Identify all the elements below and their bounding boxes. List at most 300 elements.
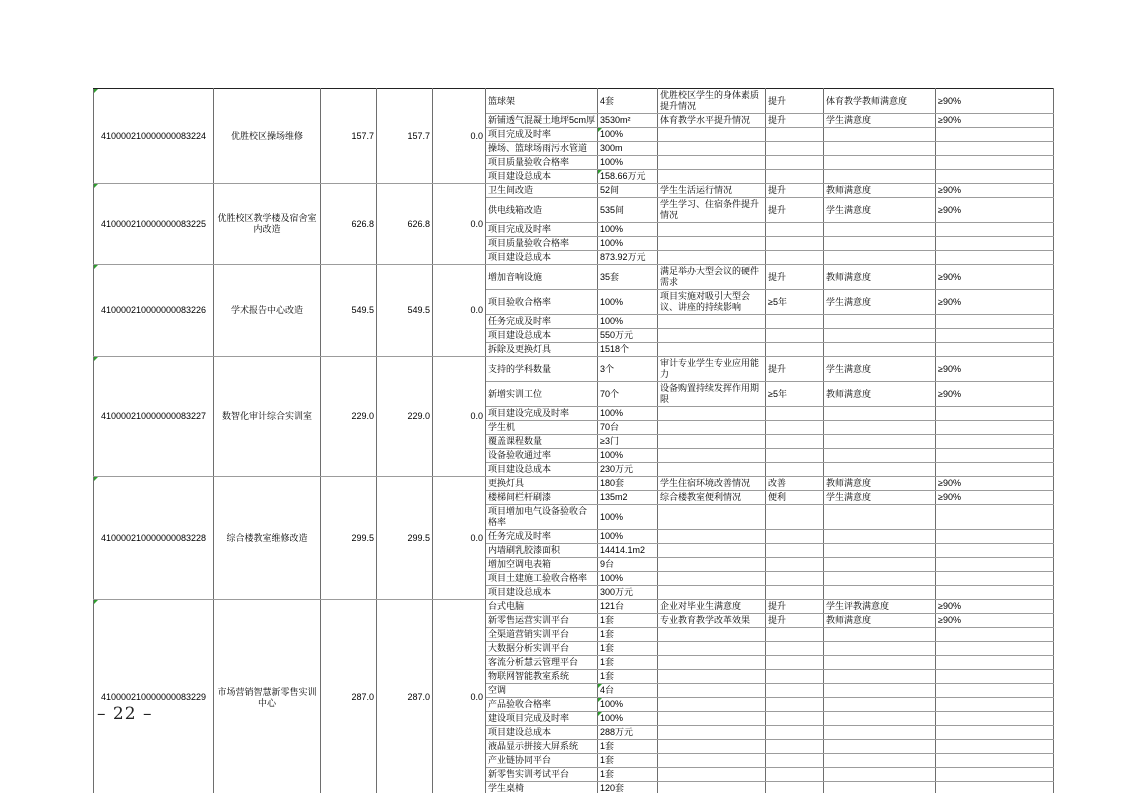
satisfaction-value [936, 712, 1054, 726]
amount-cell: 157.7 [377, 89, 433, 184]
effect-value [766, 768, 824, 782]
satisfaction-indicator: 学生满意度 [824, 357, 936, 382]
indicator-value: 100% [598, 505, 658, 530]
amount-cell: 0.0 [433, 600, 486, 793]
satisfaction-value [936, 782, 1054, 793]
indicator-name: 新零售运营实训平台 [486, 614, 598, 628]
satisfaction-indicator [824, 754, 936, 768]
satisfaction-value [936, 642, 1054, 656]
effect-value [766, 698, 824, 712]
indicator-value: 70个 [598, 382, 658, 407]
effect-indicator [658, 558, 766, 572]
indicator-value: 121台 [598, 600, 658, 614]
effect-indicator [658, 329, 766, 343]
satisfaction-value: ≥90% [936, 357, 1054, 382]
satisfaction-indicator [824, 712, 936, 726]
satisfaction-value [936, 407, 1054, 421]
indicator-value: 873.92万元 [598, 251, 658, 265]
satisfaction-indicator: 体育教学教师满意度 [824, 89, 936, 114]
indicator-name: 液晶显示拼接大屏系统 [486, 740, 598, 754]
effect-indicator [658, 343, 766, 357]
effect-value [766, 628, 824, 642]
amount-cell: 626.8 [377, 184, 433, 265]
satisfaction-indicator [824, 544, 936, 558]
effect-indicator: 企业对毕业生满意度 [658, 600, 766, 614]
effect-indicator [658, 530, 766, 544]
effect-value: 提升 [766, 614, 824, 628]
effect-value [766, 449, 824, 463]
indicator-value: 300万元 [598, 586, 658, 600]
effect-indicator [658, 726, 766, 740]
satisfaction-indicator [824, 142, 936, 156]
indicator-name: 更换灯具 [486, 477, 598, 491]
satisfaction-value [936, 223, 1054, 237]
satisfaction-value: ≥90% [936, 614, 1054, 628]
indicator-name: 物联网智能教室系统 [486, 670, 598, 684]
indicator-value: 52间 [598, 184, 658, 198]
effect-value: 提升 [766, 89, 824, 114]
satisfaction-indicator [824, 251, 936, 265]
satisfaction-value [936, 156, 1054, 170]
effect-indicator: 体育教学水平提升情况 [658, 114, 766, 128]
indicator-value: 100% [598, 698, 658, 712]
indicator-value: 100% [598, 712, 658, 726]
effect-indicator [658, 740, 766, 754]
effect-indicator [658, 407, 766, 421]
indicator-name: 篮球架 [486, 89, 598, 114]
effect-value [766, 530, 824, 544]
amount-cell: 549.5 [377, 265, 433, 357]
satisfaction-value [936, 343, 1054, 357]
satisfaction-indicator [824, 586, 936, 600]
effect-indicator [658, 670, 766, 684]
indicator-name: 全渠道营销实训平台 [486, 628, 598, 642]
effect-indicator [658, 223, 766, 237]
effect-value [766, 170, 824, 184]
satisfaction-indicator [824, 463, 936, 477]
effect-value [766, 558, 824, 572]
indicator-name: 操场、篮球场雨污水管道 [486, 142, 598, 156]
project-name: 优胜校区操场维修 [214, 89, 321, 184]
effect-value: ≥5年 [766, 290, 824, 315]
effect-value: 便利 [766, 491, 824, 505]
amount-cell: 229.0 [377, 357, 433, 477]
effect-indicator [658, 698, 766, 712]
indicator-value: 100% [598, 290, 658, 315]
effect-value [766, 223, 824, 237]
satisfaction-value [936, 449, 1054, 463]
satisfaction-value [936, 463, 1054, 477]
effect-indicator [658, 435, 766, 449]
effect-value [766, 343, 824, 357]
indicator-value: 1套 [598, 642, 658, 656]
effect-value [766, 128, 824, 142]
table-row [94, 184, 1054, 198]
indicator-name: 建设项目完成及时率 [486, 712, 598, 726]
satisfaction-value [936, 142, 1054, 156]
satisfaction-indicator: 学生满意度 [824, 198, 936, 223]
amount-cell: 0.0 [433, 477, 486, 600]
project-code: 410000210000000083227 [94, 357, 214, 477]
satisfaction-value [936, 768, 1054, 782]
project-code: 410000210000000083225 [94, 184, 214, 265]
satisfaction-value: ≥90% [936, 89, 1054, 114]
satisfaction-indicator: 学生满意度 [824, 114, 936, 128]
satisfaction-value [936, 670, 1054, 684]
indicator-name: 新零售实训考试平台 [486, 768, 598, 782]
indicator-name: 支持的学科数量 [486, 357, 598, 382]
effect-value [766, 544, 824, 558]
indicator-name: 项目质量验收合格率 [486, 156, 598, 170]
indicator-value: ≥3门 [598, 435, 658, 449]
satisfaction-indicator [824, 421, 936, 435]
indicator-value: 1套 [598, 614, 658, 628]
satisfaction-indicator [824, 449, 936, 463]
indicator-value: 1套 [598, 768, 658, 782]
indicator-value: 1518个 [598, 343, 658, 357]
indicator-name: 项目土建施工验收合格率 [486, 572, 598, 586]
indicator-value: 1套 [598, 754, 658, 768]
satisfaction-indicator [824, 435, 936, 449]
effect-value: ≥5年 [766, 382, 824, 407]
indicator-name: 产业链协同平台 [486, 754, 598, 768]
indicator-name: 产品验收合格率 [486, 698, 598, 712]
satisfaction-value: ≥90% [936, 198, 1054, 223]
effect-indicator [658, 572, 766, 586]
satisfaction-indicator [824, 128, 936, 142]
project-code: 410000210000000083228 [94, 477, 214, 600]
indicator-value: 100% [598, 237, 658, 251]
satisfaction-value [936, 435, 1054, 449]
effect-value [766, 586, 824, 600]
table-body [94, 89, 1054, 793]
indicator-name: 大数据分析实训平台 [486, 642, 598, 656]
project-name: 综合楼教室维修改造 [214, 477, 321, 600]
satisfaction-value: ≥90% [936, 265, 1054, 290]
satisfaction-indicator [824, 698, 936, 712]
effect-indicator [658, 170, 766, 184]
satisfaction-value [936, 421, 1054, 435]
effect-value [766, 156, 824, 170]
indicator-name: 项目建设总成本 [486, 726, 598, 740]
effect-value [766, 315, 824, 329]
satisfaction-value [936, 128, 1054, 142]
table-row [94, 357, 1054, 382]
effect-indicator [658, 128, 766, 142]
effect-indicator [658, 684, 766, 698]
amount-cell: 299.5 [377, 477, 433, 600]
satisfaction-indicator [824, 558, 936, 572]
indicator-value: 550万元 [598, 329, 658, 343]
effect-value [766, 684, 824, 698]
indicator-name: 供电线箱改造 [486, 198, 598, 223]
effect-value [766, 251, 824, 265]
effect-value: 提升 [766, 114, 824, 128]
indicator-name: 新增实训工位 [486, 382, 598, 407]
effect-value: 改善 [766, 477, 824, 491]
effect-indicator: 审计专业学生专业应用能力 [658, 357, 766, 382]
satisfaction-value: ≥90% [936, 382, 1054, 407]
satisfaction-value [936, 251, 1054, 265]
indicator-value: 230万元 [598, 463, 658, 477]
effect-value [766, 435, 824, 449]
project-code: 410000210000000083224 [94, 89, 214, 184]
effect-indicator [658, 142, 766, 156]
indicator-name: 台式电脑 [486, 600, 598, 614]
effect-indicator [658, 505, 766, 530]
effect-indicator: 专业教育教学改革效果 [658, 614, 766, 628]
satisfaction-indicator: 教师满意度 [824, 382, 936, 407]
indicator-value: 180套 [598, 477, 658, 491]
indicator-name: 空调 [486, 684, 598, 698]
indicator-name: 任务完成及时率 [486, 530, 598, 544]
indicator-name: 项目完成及时率 [486, 223, 598, 237]
indicator-value: 70台 [598, 421, 658, 435]
effect-indicator [658, 421, 766, 435]
indicator-name: 项目建设总成本 [486, 463, 598, 477]
satisfaction-indicator [824, 170, 936, 184]
effect-value [766, 754, 824, 768]
effect-value [766, 712, 824, 726]
amount-cell: 549.5 [321, 265, 377, 357]
satisfaction-value [936, 237, 1054, 251]
project-name: 学术报告中心改造 [214, 265, 321, 357]
satisfaction-indicator [824, 628, 936, 642]
indicator-name: 设备验收通过率 [486, 449, 598, 463]
satisfaction-value: ≥90% [936, 491, 1054, 505]
indicator-name: 项目增加电气设备验收合格率 [486, 505, 598, 530]
indicator-value: 1套 [598, 740, 658, 754]
amount-cell: 157.7 [321, 89, 377, 184]
performance-indicator-table [93, 88, 1054, 793]
satisfaction-indicator [824, 782, 936, 793]
indicator-value: 100% [598, 530, 658, 544]
effect-indicator [658, 156, 766, 170]
effect-indicator [658, 768, 766, 782]
indicator-name: 学生桌椅 [486, 782, 598, 793]
project-code: 410000210000000083226 [94, 265, 214, 357]
indicator-name: 学生机 [486, 421, 598, 435]
indicator-value: 535间 [598, 198, 658, 223]
indicator-value: 3530m² [598, 114, 658, 128]
satisfaction-value [936, 544, 1054, 558]
effect-value [766, 740, 824, 754]
indicator-value: 100% [598, 407, 658, 421]
amount-cell: 0.0 [433, 184, 486, 265]
satisfaction-indicator [824, 642, 936, 656]
amount-cell: 287.0 [321, 600, 377, 793]
effect-indicator: 学生学习、住宿条件提升情况 [658, 198, 766, 223]
project-name: 市场营销智慧新零售实训中心 [214, 600, 321, 793]
satisfaction-value [936, 740, 1054, 754]
satisfaction-indicator [824, 223, 936, 237]
indicator-value: 1套 [598, 670, 658, 684]
satisfaction-indicator [824, 726, 936, 740]
indicator-value: 9台 [598, 558, 658, 572]
amount-cell: 299.5 [321, 477, 377, 600]
effect-indicator [658, 642, 766, 656]
table-row [94, 477, 1054, 491]
satisfaction-value [936, 754, 1054, 768]
effect-indicator [658, 586, 766, 600]
satisfaction-indicator [824, 407, 936, 421]
table-row [94, 600, 1054, 614]
satisfaction-indicator [824, 768, 936, 782]
indicator-value: 120套 [598, 782, 658, 793]
satisfaction-indicator [824, 156, 936, 170]
satisfaction-value [936, 530, 1054, 544]
satisfaction-value [936, 698, 1054, 712]
satisfaction-indicator [824, 329, 936, 343]
effect-value [766, 726, 824, 740]
indicator-value: 3个 [598, 357, 658, 382]
effect-indicator: 学生住宿环境改善情况 [658, 477, 766, 491]
satisfaction-indicator [824, 237, 936, 251]
effect-value [766, 782, 824, 793]
satisfaction-value [936, 628, 1054, 642]
satisfaction-indicator: 教师满意度 [824, 614, 936, 628]
effect-value [766, 505, 824, 530]
indicator-value: 1套 [598, 656, 658, 670]
amount-cell: 0.0 [433, 265, 486, 357]
effect-value: 提升 [766, 184, 824, 198]
effect-indicator: 学生生活运行情况 [658, 184, 766, 198]
indicator-value: 288万元 [598, 726, 658, 740]
satisfaction-indicator [824, 670, 936, 684]
indicator-value: 1套 [598, 628, 658, 642]
indicator-value: 100% [598, 449, 658, 463]
project-code: 410000210000000083229 [94, 600, 214, 793]
indicator-name: 客流分析慧云管理平台 [486, 656, 598, 670]
indicator-name: 卫生间改造 [486, 184, 598, 198]
effect-value [766, 642, 824, 656]
amount-cell: 0.0 [433, 357, 486, 477]
indicator-name: 项目建设总成本 [486, 329, 598, 343]
indicator-value: 100% [598, 156, 658, 170]
effect-indicator [658, 463, 766, 477]
satisfaction-value: ≥90% [936, 184, 1054, 198]
indicator-name: 项目建设总成本 [486, 586, 598, 600]
effect-value: 提升 [766, 198, 824, 223]
satisfaction-value [936, 315, 1054, 329]
effect-indicator [658, 544, 766, 558]
satisfaction-value [936, 505, 1054, 530]
effect-indicator: 设备购置持续发挥作用期限 [658, 382, 766, 407]
effect-value [766, 329, 824, 343]
table-row [94, 89, 1054, 114]
satisfaction-value [936, 558, 1054, 572]
effect-indicator: 优胜校区学生的身体素质提升情况 [658, 89, 766, 114]
indicator-name: 增加音响设施 [486, 265, 598, 290]
satisfaction-indicator: 教师满意度 [824, 477, 936, 491]
indicator-value: 4台 [598, 684, 658, 698]
effect-value [766, 572, 824, 586]
satisfaction-indicator [824, 530, 936, 544]
table-row [94, 265, 1054, 290]
project-name: 优胜校区教学楼及宿舍室内改造 [214, 184, 321, 265]
satisfaction-value [936, 572, 1054, 586]
indicator-name: 项目建设总成本 [486, 251, 598, 265]
satisfaction-value: ≥90% [936, 290, 1054, 315]
effect-value: 提升 [766, 265, 824, 290]
effect-value [766, 656, 824, 670]
indicator-name: 项目验收合格率 [486, 290, 598, 315]
indicator-name: 新铺透气混凝土地坪5cm厚 [486, 114, 598, 128]
effect-value [766, 237, 824, 251]
indicator-name: 项目建设总成本 [486, 170, 598, 184]
indicator-name: 项目质量验收合格率 [486, 237, 598, 251]
effect-value: 提升 [766, 600, 824, 614]
effect-indicator [658, 656, 766, 670]
satisfaction-value [936, 656, 1054, 670]
satisfaction-indicator: 学生评教满意度 [824, 600, 936, 614]
indicator-name: 项目完成及时率 [486, 128, 598, 142]
indicator-value: 158.66万元 [598, 170, 658, 184]
satisfaction-indicator: 教师满意度 [824, 265, 936, 290]
satisfaction-indicator [824, 684, 936, 698]
amount-cell: 0.0 [433, 89, 486, 184]
effect-indicator: 综合楼教室便利情况 [658, 491, 766, 505]
indicator-name: 覆盖课程数量 [486, 435, 598, 449]
effect-value [766, 463, 824, 477]
satisfaction-value [936, 329, 1054, 343]
amount-cell: 229.0 [321, 357, 377, 477]
effect-value [766, 142, 824, 156]
effect-indicator: 项目实施对吸引大型会议、讲座的持续影响 [658, 290, 766, 315]
satisfaction-indicator [824, 343, 936, 357]
indicator-name: 拆除及更换灯具 [486, 343, 598, 357]
effect-value [766, 670, 824, 684]
effect-value [766, 421, 824, 435]
satisfaction-indicator: 教师满意度 [824, 184, 936, 198]
indicator-name: 楼梯间栏杆刷漆 [486, 491, 598, 505]
project-name: 数智化审计综合实训室 [214, 357, 321, 477]
indicator-value: 100% [598, 128, 658, 142]
indicator-name: 增加空调电表箱 [486, 558, 598, 572]
effect-indicator [658, 754, 766, 768]
indicator-value: 35套 [598, 265, 658, 290]
satisfaction-value [936, 684, 1054, 698]
satisfaction-indicator [824, 315, 936, 329]
indicator-name: 任务完成及时率 [486, 315, 598, 329]
indicator-value: 14414.1m2 [598, 544, 658, 558]
effect-indicator [658, 712, 766, 726]
indicator-name: 内墙刷乳胶漆面积 [486, 544, 598, 558]
effect-indicator [658, 315, 766, 329]
indicator-value: 135m2 [598, 491, 658, 505]
amount-cell: 287.0 [377, 600, 433, 793]
satisfaction-indicator [824, 656, 936, 670]
indicator-value: 300m [598, 142, 658, 156]
indicator-name: 项目建设完成及时率 [486, 407, 598, 421]
indicator-value: 100% [598, 223, 658, 237]
indicator-value: 100% [598, 572, 658, 586]
amount-cell: 626.8 [321, 184, 377, 265]
effect-value: 提升 [766, 357, 824, 382]
satisfaction-value [936, 170, 1054, 184]
effect-indicator [658, 237, 766, 251]
effect-value [766, 407, 824, 421]
effect-indicator [658, 251, 766, 265]
satisfaction-indicator [824, 740, 936, 754]
satisfaction-indicator: 学生满意度 [824, 491, 936, 505]
indicator-value: 100% [598, 315, 658, 329]
effect-indicator [658, 449, 766, 463]
satisfaction-indicator: 学生满意度 [824, 290, 936, 315]
effect-indicator: 满足举办大型会议的硬件需求 [658, 265, 766, 290]
satisfaction-value [936, 726, 1054, 740]
page-number: – 22 – [97, 704, 153, 724]
